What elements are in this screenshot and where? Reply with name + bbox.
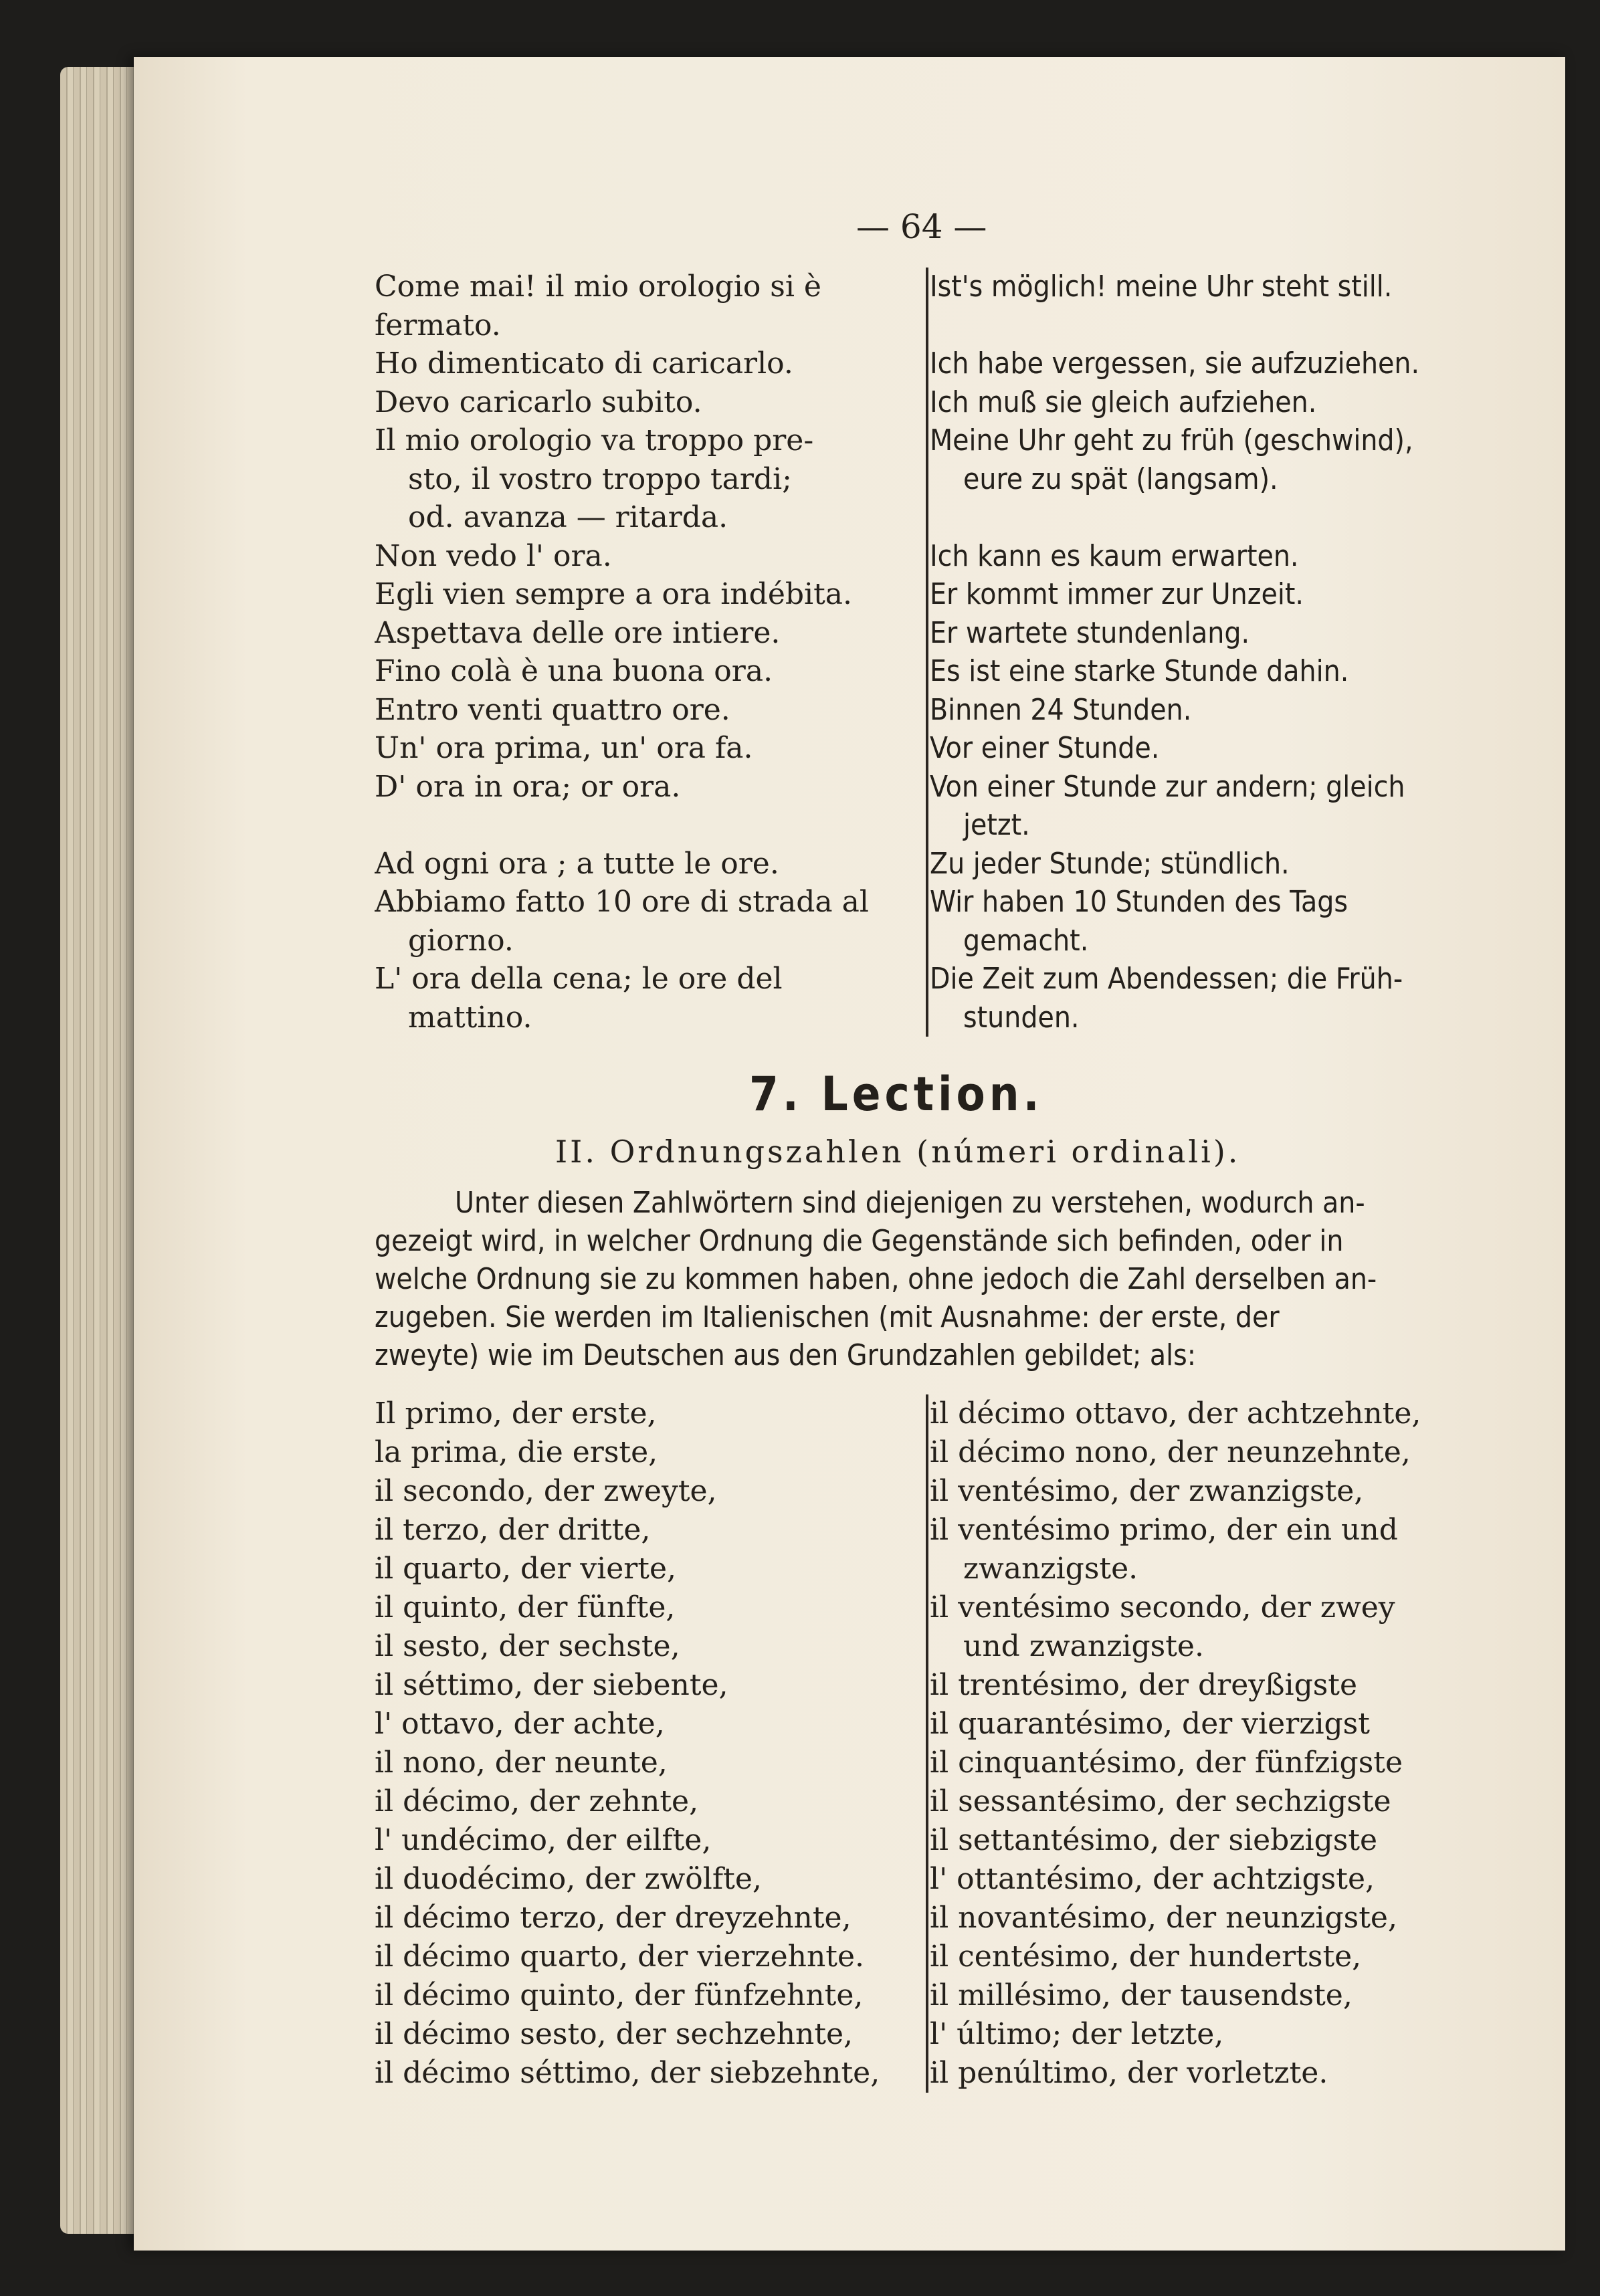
text-line: Abbiamo fatto 10 ore di strada al — [375, 885, 869, 919]
text-line — [930, 498, 1485, 537]
intro-paragraph — [375, 1184, 1485, 1374]
text-line: il décimo quinto, der fünfzehnte, — [375, 1978, 864, 2012]
paragraph-line: Unter diesen Zahlwörtern sind diejenigen zu verstehen, wodurch an- — [455, 1186, 1365, 1220]
text-line: Il primo, der erste, — [375, 1396, 657, 1431]
text-line: il cinquantésimo, der fünfzigste — [930, 1746, 1403, 1780]
text-line: stunden. — [963, 1000, 1080, 1035]
text-line: il secondo, der zweyte, — [375, 1474, 717, 1508]
text-line: Egli vien sempre a ora indébita. — [375, 577, 852, 611]
text-line: il nono, der neunte, — [375, 1746, 668, 1780]
text-line: Von einer Stunde zur andern; gleich — [930, 769, 1405, 804]
text-line: Devo caricarlo subito. — [375, 385, 702, 419]
text-line: Binnen 24 Stunden. — [930, 692, 1192, 727]
text-line: il novantésimo, der neunzigste, — [930, 1901, 1397, 1935]
text-line: sto, il vostro troppo tardi; — [408, 461, 792, 496]
text-line: Ich muß sie gleich aufziehen. — [930, 385, 1317, 419]
text-line: Die Zeit zum Abendessen; die Früh- — [930, 962, 1403, 996]
text-line: Er wartete stundenlang. — [930, 615, 1250, 650]
paragraph-line: gezeigt wird, in welcher Ordnung die Gegenstände sich befinden, oder in — [375, 1224, 1344, 1258]
text-line: il settantésimo, der siebzigste — [930, 1823, 1378, 1857]
text-line: il décimo séttimo, der siebzehnte, — [375, 2056, 880, 2090]
text-line: il terzo, der dritte, — [375, 1513, 651, 1547]
paragraph-line: zugeben. Sie werden im Italienischen (mit Ausnahme: der erste, der — [375, 1300, 1280, 1334]
text-line: Vor einer Stunde. — [930, 731, 1160, 765]
text-line: Ad ogni ora ; a tutte le ore. — [375, 846, 779, 881]
text-line: fermato. — [375, 308, 501, 342]
text-line: il quarto, der vierte, — [375, 1552, 676, 1586]
ordinals-section — [375, 1394, 1485, 2093]
text-line: la prima, die erste, — [375, 1435, 658, 1469]
text-line: il ventésimo, der zwanzigste, — [930, 1474, 1364, 1508]
text-line: Il mio orologio va troppo pre- — [375, 423, 814, 457]
column-divider — [926, 268, 928, 1037]
text-line: Come mai! il mio orologio si è — [375, 270, 821, 304]
text-line: mattino. — [408, 1000, 532, 1035]
text-line: il décimo sesto, der sechzehnte, — [375, 2017, 854, 2051]
text-line: l' undécimo, der eilfte, — [375, 1823, 712, 1857]
text-line: jetzt. — [963, 808, 1030, 842]
text-line: il ventésimo secondo, der zwey — [930, 1590, 1395, 1625]
text-line: il sesto, der sechste, — [375, 1629, 680, 1663]
text-line: Ich habe vergessen, sie aufzuziehen. — [930, 346, 1420, 381]
text-line: Meine Uhr geht zu früh (geschwind), — [930, 423, 1413, 457]
page-number: — 64 — — [856, 207, 987, 246]
lesson-heading: 7. Lection. — [749, 1067, 1043, 1122]
dialogue-section — [375, 268, 1485, 1037]
text-line: gemacht. — [963, 923, 1089, 958]
paragraph-line: welche Ordnung sie zu kommen haben, ohne jedoch die Zahl derselben an- — [375, 1262, 1377, 1296]
text-line: il ventésimo primo, der ein und — [930, 1513, 1398, 1547]
text-line: Non vedo l' ora. — [375, 538, 612, 573]
text-line: il quinto, der fünfte, — [375, 1590, 676, 1625]
text-line: il séttimo, der siebente, — [375, 1668, 728, 1702]
text-line: eure zu spät (langsam). — [963, 461, 1278, 496]
text-line: Entro venti quattro ore. — [375, 692, 730, 727]
text-line: l' último; der letzte, — [930, 2017, 1224, 2051]
text-line: Aspettava delle ore intiere. — [375, 615, 781, 650]
text-line — [375, 806, 923, 845]
text-line: l' ottavo, der achte, — [375, 1707, 665, 1741]
text-line: Wir haben 10 Stunden des Tags — [930, 885, 1348, 919]
text-line: il centésimo, der hundertste, — [930, 1940, 1362, 1974]
column-divider — [926, 1394, 928, 2093]
text-line: Ist's möglich! meine Uhr steht still. — [930, 270, 1393, 304]
text-line: Zu jeder Stunde; stündlich. — [930, 846, 1290, 881]
text-line: il décimo nono, der neunzehnte, — [930, 1435, 1411, 1469]
text-line: il trentésimo, der dreyßigste — [930, 1668, 1358, 1702]
text-line: il millésimo, der tausendste, — [930, 1978, 1353, 2012]
text-line: Er kommt immer zur Unzeit. — [930, 577, 1304, 611]
text-line: il penúltimo, der vorletzte. — [930, 2056, 1328, 2090]
dialogue-italian-column — [375, 268, 923, 1037]
text-line: il décimo terzo, der dreyzehnte, — [375, 1901, 852, 1935]
dialogue-german-column — [930, 268, 1485, 1037]
text-line: il décimo, der zehnte, — [375, 1784, 699, 1818]
text-line: und zwanzigste. — [963, 1629, 1204, 1663]
text-line: il quarantésimo, der vierzigst — [930, 1707, 1370, 1741]
text-line: od. avanza — ritarda. — [408, 500, 728, 534]
text-line: il duodécimo, der zwölfte, — [375, 1862, 762, 1896]
text-line: Fino colà è una buona ora. — [375, 654, 773, 688]
text-line: L' ora della cena; le ore del — [375, 962, 783, 996]
text-line: l' ottantésimo, der achtzigste, — [930, 1862, 1375, 1896]
section-heading: II. Ordnungszahlen (númeri ordinali). — [555, 1134, 1241, 1170]
text-line: il sessantésimo, der sechzigste — [930, 1784, 1391, 1818]
text-line: zwanzigste. — [963, 1552, 1138, 1586]
text-line: Es ist eine starke Stunde dahin. — [930, 654, 1349, 688]
ordinals-left-column — [375, 1394, 923, 2093]
text-line — [930, 306, 1485, 345]
text-line: D' ora in ora; or ora. — [375, 769, 681, 804]
paragraph-line: zweyte) wie im Deutschen aus den Grundzahlen gebildet; als: — [375, 1338, 1197, 1372]
text-line: Ho dimenticato di caricarlo. — [375, 346, 793, 381]
ordinals-right-column — [930, 1394, 1485, 2093]
text-line: il décimo ottavo, der achtzehnte, — [930, 1396, 1421, 1431]
text-line: Un' ora prima, un' ora fa. — [375, 731, 753, 765]
text-line: giorno. — [408, 923, 514, 958]
text-line: Ich kann es kaum erwarten. — [930, 538, 1299, 573]
text-line: il décimo quarto, der vierzehnte. — [375, 1940, 864, 1974]
